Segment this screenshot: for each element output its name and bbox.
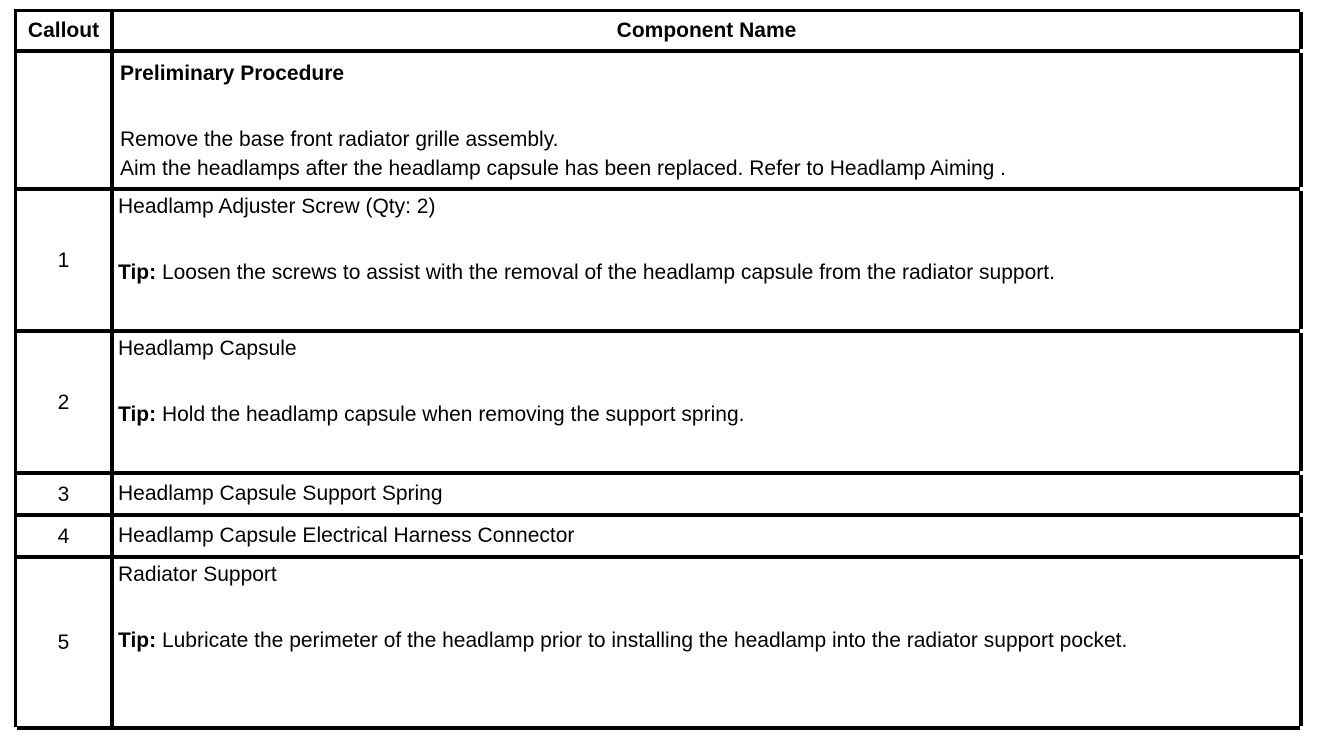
table-row bbox=[17, 333, 1300, 475]
tip-text bbox=[118, 258, 1279, 287]
table-row bbox=[17, 475, 1300, 517]
tip-label: Tip: bbox=[118, 629, 157, 652]
component-cell bbox=[114, 191, 1303, 329]
component-table bbox=[14, 9, 1300, 727]
component-cell bbox=[114, 559, 1303, 726]
table-row bbox=[17, 517, 1300, 559]
component-name: Headlamp Capsule Electrical Harness Connector bbox=[118, 524, 575, 547]
table-header-row bbox=[17, 12, 1300, 53]
callout-number: 5 bbox=[17, 559, 114, 726]
component-name: Headlamp Capsule Support Spring bbox=[118, 482, 443, 505]
tip-body: Hold the headlamp capsule when removing the support spring. bbox=[156, 403, 745, 426]
component-name: Headlamp Adjuster Screw (Qty: 2) bbox=[118, 195, 436, 218]
header-component-name: Component Name bbox=[114, 12, 1303, 49]
callout-number: 4 bbox=[17, 517, 114, 555]
tip-text bbox=[118, 400, 1279, 429]
tip-body: Loosen the screws to assist with the removal of the headlamp capsule from the radiator support. bbox=[156, 261, 1055, 284]
preliminary-step: Aim the headlamps after the headlamp capsule has been replaced. Refer to Headlamp Aiming . bbox=[120, 157, 1007, 180]
preliminary-content-cell bbox=[114, 53, 1303, 187]
callout-number: 3 bbox=[17, 475, 114, 513]
callout-number: 1 bbox=[17, 191, 114, 329]
tip-text bbox=[118, 626, 1279, 655]
preliminary-procedure-row bbox=[17, 53, 1300, 191]
component-cell bbox=[114, 333, 1303, 471]
table-row bbox=[17, 191, 1300, 333]
component-name: Headlamp Capsule bbox=[118, 337, 297, 360]
component-cell bbox=[114, 517, 1303, 555]
tip-body: Lubricate the perimeter of the headlamp prior to installing the headlamp into the radiator support pocket. bbox=[156, 629, 1128, 652]
preliminary-callout-cell bbox=[17, 53, 114, 187]
preliminary-step: Remove the base front radiator grille assembly. bbox=[120, 128, 559, 151]
header-callout: Callout bbox=[17, 12, 114, 49]
table-row bbox=[17, 559, 1300, 730]
component-name: Radiator Support bbox=[118, 563, 277, 586]
component-cell bbox=[114, 475, 1303, 513]
preliminary-title: Preliminary Procedure bbox=[120, 62, 345, 85]
callout-number: 2 bbox=[17, 333, 114, 471]
tip-label: Tip: bbox=[118, 403, 157, 426]
tip-label: Tip: bbox=[118, 261, 157, 284]
